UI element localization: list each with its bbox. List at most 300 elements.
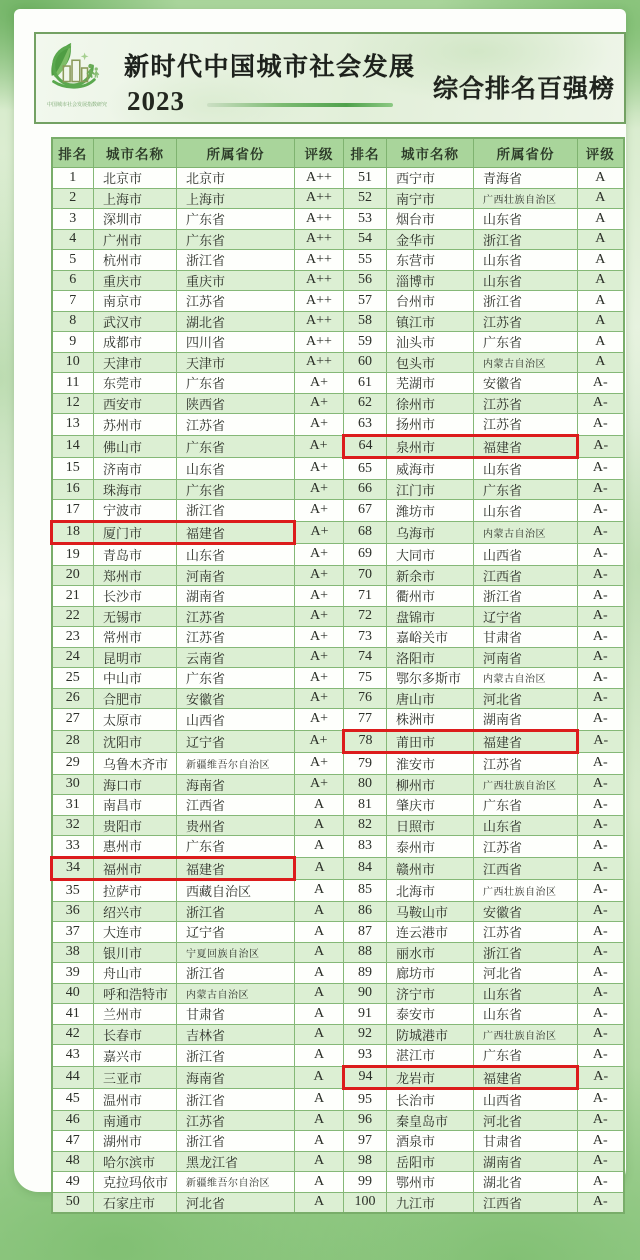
province-cell: 江苏省 [177,606,295,627]
province-cell: 湖北省 [474,1172,578,1193]
province-cell: 浙江省 [474,586,578,607]
rank-cell: 31 [52,795,94,816]
rating-cell: A- [578,880,624,902]
province-cell: 山西省 [177,709,295,731]
rating-cell: A- [578,1066,624,1089]
rank-cell: 86 [344,901,387,922]
rank-cell: 83 [344,836,387,858]
city-cell: 成都市 [94,332,177,353]
rating-cell: A++ [295,250,344,271]
rank-cell: 55 [344,250,387,271]
rank-cell: 24 [52,647,94,668]
rank-cell: 30 [52,774,94,795]
rank-cell: 26 [52,688,94,709]
rating-cell: A [578,209,624,230]
rank-cell-highlighted: 64 [344,435,387,458]
rank-cell: 66 [344,479,387,500]
province-cell: 浙江省 [474,942,578,963]
province-cell: 吉林省 [177,1024,295,1045]
rating-cell: A+ [295,521,344,544]
rating-cell: A- [578,1151,624,1172]
province-cell: 广西壮族自治区 [474,774,578,795]
rating-cell: A [578,168,624,189]
rank-cell: 7 [52,291,94,312]
rating-cell: A [295,963,344,984]
rank-cell: 75 [344,668,387,689]
province-cell: 四川省 [177,332,295,353]
rating-cell: A+ [295,458,344,480]
rank-cell: 92 [344,1024,387,1045]
province-cell: 山东省 [474,500,578,522]
province-cell: 广东省 [177,209,295,230]
city-cell: 重庆市 [94,270,177,291]
rating-cell: A [295,1024,344,1045]
province-cell: 广东省 [177,836,295,858]
rating-cell: A++ [295,332,344,353]
table-row [52,544,624,566]
rating-cell: A++ [295,291,344,312]
year-label: 2023 [127,86,185,116]
province-cell: 重庆市 [177,270,295,291]
table-row [52,627,624,648]
rating-cell: A [578,291,624,312]
rating-cell: A [578,188,624,209]
table-row [52,1192,624,1213]
rank-cell: 53 [344,209,387,230]
table-row [52,435,624,458]
rank-cell: 47 [52,1131,94,1152]
province-cell: 山东省 [474,815,578,836]
rank-cell: 35 [52,880,94,902]
accent-line [207,103,393,107]
province-cell: 浙江省 [177,901,295,922]
province-cell: 广西壮族自治区 [474,188,578,209]
rank-cell: 32 [52,815,94,836]
province-cell: 广东省 [177,373,295,394]
city-cell: 九江市 [387,1192,474,1213]
rating-cell: A- [578,647,624,668]
table-row [52,836,624,858]
province-cell-highlighted: 福建省 [177,521,295,544]
city-cell-highlighted: 龙岩市 [387,1066,474,1089]
province-cell: 山西省 [474,1089,578,1111]
province-cell: 广东省 [474,1045,578,1067]
table-row [52,291,624,312]
city-cell: 烟台市 [387,209,474,230]
rating-cell: A++ [295,168,344,189]
province-cell: 广东省 [177,668,295,689]
city-cell: 广州市 [94,229,177,250]
rank-cell: 84 [344,857,387,880]
city-cell: 镇江市 [387,311,474,332]
rank-cell: 57 [344,291,387,312]
rank-cell: 52 [344,188,387,209]
table-row [52,565,624,586]
rating-cell: A- [578,709,624,731]
province-cell: 江苏省 [177,1110,295,1131]
city-cell-highlighted: 福州市 [94,857,177,880]
province-cell: 江西省 [474,565,578,586]
rating-cell: A+ [295,435,344,458]
rating-cell: A [295,1045,344,1067]
province-cell: 贵州省 [177,815,295,836]
rating-cell: A [578,311,624,332]
rating-cell: A+ [295,668,344,689]
province-cell: 湖南省 [177,586,295,607]
province-cell: 广东省 [474,332,578,353]
city-cell: 洛阳市 [387,647,474,668]
province-cell: 江苏省 [177,414,295,436]
rank-cell: 44 [52,1066,94,1089]
city-cell: 新余市 [387,565,474,586]
rank-cell: 71 [344,586,387,607]
city-cell-highlighted: 厦门市 [94,521,177,544]
city-cell: 金华市 [387,229,474,250]
province-cell: 河南省 [177,565,295,586]
rank-cell: 11 [52,373,94,394]
province-cell: 宁夏回族自治区 [177,942,295,963]
city-cell: 包头市 [387,352,474,373]
province-cell: 辽宁省 [474,606,578,627]
province-cell: 河北省 [474,1110,578,1131]
rating-cell: A- [578,627,624,648]
city-cell: 汕头市 [387,332,474,353]
rating-cell: A [295,1172,344,1193]
rank-cell: 96 [344,1110,387,1131]
column-header: 评级 [578,138,624,168]
rating-cell: A- [578,500,624,522]
city-cell: 舟山市 [94,963,177,984]
rating-cell: A- [578,963,624,984]
city-cell: 合肥市 [94,688,177,709]
rank-cell: 80 [344,774,387,795]
city-cell: 株洲市 [387,709,474,731]
rank-cell: 79 [344,753,387,775]
table-row [52,1004,624,1025]
province-cell: 黑龙江省 [177,1151,295,1172]
table-row [52,311,624,332]
rating-cell: A+ [295,753,344,775]
city-cell: 淄博市 [387,270,474,291]
rating-cell: A- [578,1045,624,1067]
column-header: 排名 [52,138,94,168]
rating-cell: A- [578,983,624,1004]
city-cell: 无锡市 [94,606,177,627]
province-cell: 辽宁省 [177,730,295,753]
city-cell: 温州市 [94,1089,177,1111]
logo-caption: 中国城市社会发展指数研究 [46,102,107,108]
table-row [52,880,624,902]
table-row [52,1045,624,1067]
rating-cell: A [295,857,344,880]
rank-cell: 46 [52,1110,94,1131]
rating-cell: A [578,270,624,291]
province-cell: 江苏省 [177,291,295,312]
province-cell: 内蒙古自治区 [474,352,578,373]
rating-cell: A- [578,373,624,394]
rating-cell: A+ [295,414,344,436]
rank-cell-highlighted: 34 [52,857,94,880]
rank-cell: 76 [344,688,387,709]
rating-cell: A- [578,435,624,458]
table-row [52,1172,624,1193]
rating-cell: A- [578,565,624,586]
table-row [52,188,624,209]
rating-cell: A- [578,521,624,544]
rating-cell: A+ [295,586,344,607]
table-row [52,521,624,544]
city-cell: 乌海市 [387,521,474,544]
rating-cell: A- [578,901,624,922]
rank-cell: 98 [344,1151,387,1172]
table-row [52,983,624,1004]
rating-cell: A- [578,1004,624,1025]
rating-cell: A- [578,1172,624,1193]
rank-cell: 82 [344,815,387,836]
city-cell: 绍兴市 [94,901,177,922]
province-cell: 河北省 [474,688,578,709]
rating-cell: A [578,229,624,250]
province-cell: 青海省 [474,168,578,189]
province-cell: 浙江省 [177,1089,295,1111]
province-cell: 山东省 [474,983,578,1004]
rating-cell: A [578,250,624,271]
province-cell: 甘肃省 [177,1004,295,1025]
rating-cell: A- [578,606,624,627]
rating-cell: A+ [295,774,344,795]
rating-cell: A- [578,942,624,963]
city-cell: 丽水市 [387,942,474,963]
table-row [52,586,624,607]
city-cell: 淮安市 [387,753,474,775]
rank-cell: 38 [52,942,94,963]
city-cell: 南宁市 [387,188,474,209]
rating-cell: A- [578,795,624,816]
rating-cell: A [295,983,344,1004]
table-row [52,647,624,668]
rating-cell: A- [578,458,624,480]
rating-cell: A- [578,1089,624,1111]
rating-cell: A- [578,753,624,775]
table-header-row [52,138,624,168]
rating-cell: A- [578,479,624,500]
table-row [52,500,624,522]
rank-cell: 65 [344,458,387,480]
table-row [52,250,624,271]
city-cell-highlighted: 莆田市 [387,730,474,753]
province-cell: 江西省 [177,795,295,816]
province-cell: 山东省 [474,209,578,230]
rank-cell: 33 [52,836,94,858]
city-cell: 苏州市 [94,414,177,436]
rank-cell: 67 [344,500,387,522]
province-cell: 广东省 [474,479,578,500]
city-cell: 济宁市 [387,983,474,1004]
city-cell: 深圳市 [94,209,177,230]
table-row [52,668,624,689]
rank-cell: 88 [344,942,387,963]
table-row [52,963,624,984]
table-row [52,730,624,753]
province-cell: 海南省 [177,774,295,795]
city-cell: 威海市 [387,458,474,480]
rating-cell: A [295,1131,344,1152]
city-cell: 湖州市 [94,1131,177,1152]
column-header: 排名 [344,138,387,168]
province-cell: 山东省 [474,1004,578,1025]
province-cell: 山东省 [474,458,578,480]
province-cell: 浙江省 [177,500,295,522]
province-cell: 内蒙古自治区 [474,521,578,544]
city-cell: 秦皇岛市 [387,1110,474,1131]
rank-cell: 87 [344,922,387,943]
city-cell: 南通市 [94,1110,177,1131]
province-cell: 河北省 [177,1192,295,1213]
rank-cell-highlighted: 94 [344,1066,387,1089]
rating-cell: A [295,942,344,963]
rank-cell: 50 [52,1192,94,1213]
rank-cell: 91 [344,1004,387,1025]
city-cell: 克拉玛依市 [94,1172,177,1193]
rank-cell: 59 [344,332,387,353]
city-cell: 青岛市 [94,544,177,566]
province-cell: 广西壮族自治区 [474,880,578,902]
city-cell: 珠海市 [94,479,177,500]
content-card [14,9,626,1211]
rank-cell: 100 [344,1192,387,1213]
province-cell: 云南省 [177,647,295,668]
city-cell: 嘉兴市 [94,1045,177,1067]
rating-cell: A [295,1110,344,1131]
city-cell: 宁波市 [94,500,177,522]
rating-cell: A- [578,730,624,753]
rank-cell: 74 [344,647,387,668]
rating-cell: A- [578,922,624,943]
rank-cell: 27 [52,709,94,731]
rank-cell: 29 [52,753,94,775]
rank-cell: 58 [344,311,387,332]
city-cell: 湛江市 [387,1045,474,1067]
rating-cell: A- [578,668,624,689]
rank-cell: 61 [344,373,387,394]
table-row [52,795,624,816]
city-cell: 中山市 [94,668,177,689]
rank-cell: 6 [52,270,94,291]
province-cell: 江西省 [474,1192,578,1213]
city-cell: 拉萨市 [94,880,177,902]
table-row [52,606,624,627]
table-row [52,1131,624,1152]
table-row [52,901,624,922]
rating-cell: A- [578,1131,624,1152]
rank-cell: 63 [344,414,387,436]
table-row [52,1151,624,1172]
city-cell: 太原市 [94,709,177,731]
rank-cell: 41 [52,1004,94,1025]
rating-cell: A- [578,1110,624,1131]
rating-cell: A+ [295,647,344,668]
rank-cell: 25 [52,668,94,689]
rank-cell: 17 [52,500,94,522]
rating-cell: A [578,332,624,353]
rank-cell: 54 [344,229,387,250]
city-cell: 唐山市 [387,688,474,709]
city-cell: 郑州市 [94,565,177,586]
rating-cell: A+ [295,500,344,522]
city-cell: 鄂州市 [387,1172,474,1193]
rank-cell: 10 [52,352,94,373]
city-cell: 长春市 [94,1024,177,1045]
rank-cell: 43 [52,1045,94,1067]
city-cell: 柳州市 [387,774,474,795]
rating-cell: A- [578,414,624,436]
rating-cell: A+ [295,688,344,709]
city-cell-highlighted: 泉州市 [387,435,474,458]
province-cell: 浙江省 [177,1045,295,1067]
rank-cell: 4 [52,229,94,250]
table-row [52,688,624,709]
rank-cell: 93 [344,1045,387,1067]
province-cell: 广西壮族自治区 [474,1024,578,1045]
city-cell: 徐州市 [387,393,474,414]
city-cell: 衢州市 [387,586,474,607]
rank-cell: 3 [52,209,94,230]
rating-cell: A- [578,393,624,414]
province-cell: 浙江省 [474,291,578,312]
rating-cell: A+ [295,565,344,586]
province-cell: 江苏省 [474,393,578,414]
rank-cell: 85 [344,880,387,902]
rank-cell: 97 [344,1131,387,1152]
rank-cell: 12 [52,393,94,414]
rank-cell: 20 [52,565,94,586]
province-cell: 甘肃省 [474,1131,578,1152]
province-cell: 湖南省 [474,1151,578,1172]
province-cell: 江苏省 [177,627,295,648]
rating-cell: A+ [295,709,344,731]
rating-cell: A [295,1004,344,1025]
province-cell-highlighted: 福建省 [474,730,578,753]
year-row [127,86,393,117]
city-cell: 赣州市 [387,857,474,880]
province-cell: 河南省 [474,647,578,668]
province-cell: 江苏省 [474,414,578,436]
table-row [52,922,624,943]
province-cell: 天津市 [177,352,295,373]
table-row [52,479,624,500]
rank-cell: 16 [52,479,94,500]
province-cell: 海南省 [177,1066,295,1089]
rating-cell: A [295,1192,344,1213]
province-cell: 内蒙古自治区 [474,668,578,689]
rank-cell: 49 [52,1172,94,1193]
province-cell: 浙江省 [177,1131,295,1152]
city-cell: 鄂尔多斯市 [387,668,474,689]
province-cell: 安徽省 [177,688,295,709]
rating-cell: A++ [295,188,344,209]
city-cell: 佛山市 [94,435,177,458]
table-row [52,209,624,230]
city-cell: 杭州市 [94,250,177,271]
city-cell: 贵阳市 [94,815,177,836]
city-cell: 武汉市 [94,311,177,332]
province-cell: 浙江省 [177,250,295,271]
city-cell: 银川市 [94,942,177,963]
province-cell: 江苏省 [474,836,578,858]
city-cell: 北海市 [387,880,474,902]
rating-cell: A+ [295,544,344,566]
rank-cell: 42 [52,1024,94,1045]
